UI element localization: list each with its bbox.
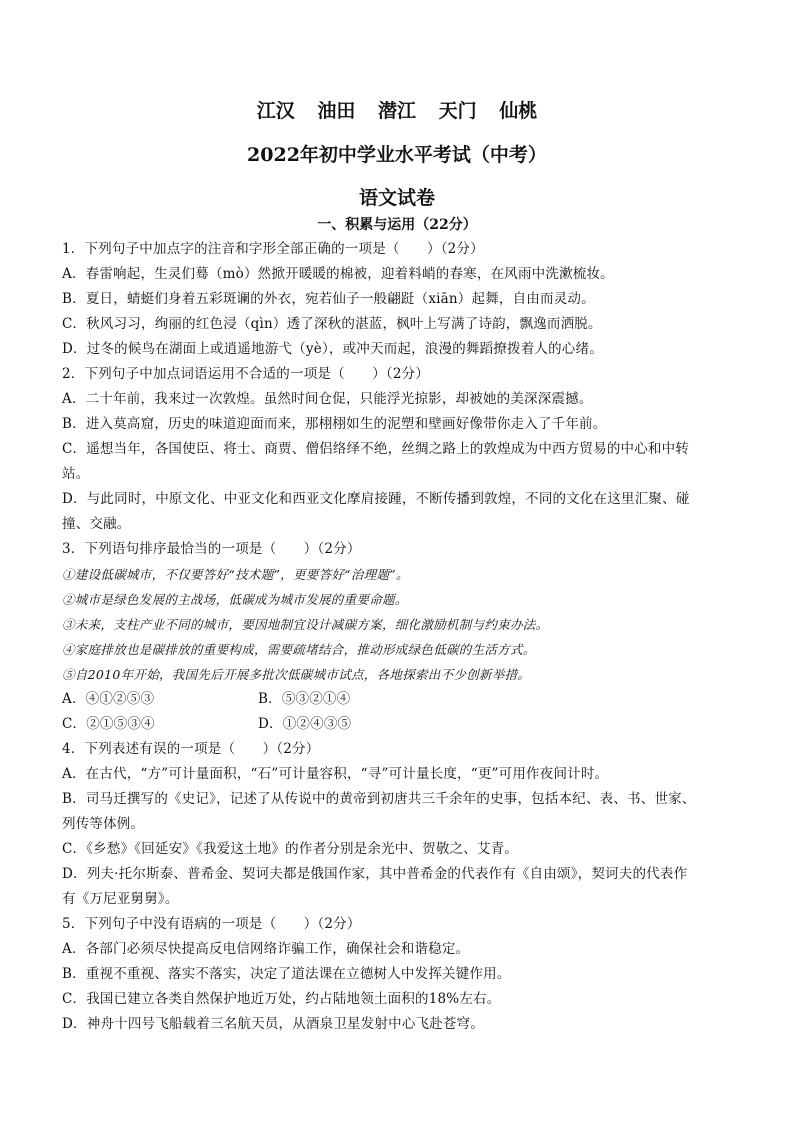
text-line: D．神舟十四号飞船载着三名航天员，从酒泉卫星发射中心飞赴苍穹。: [62, 1016, 485, 1032]
cities-title: [0, 96, 794, 123]
city-name: 仙桃: [499, 100, 538, 122]
option-d: D．①②④③⑤: [258, 716, 352, 732]
text-line: 有《万尼亚舅舅》。: [62, 891, 179, 907]
option-c: C．②①⑤③④: [62, 716, 155, 732]
city-name: 天门: [438, 100, 477, 122]
text-line: B．夏日，蜻蜓们身着五彩斑谰的外衣，宛若仙子一般翩跹（xiān）起舞，自由而灵动。: [62, 291, 595, 307]
text-line: B．重视不重视、落实不落实，决定了道法课在立德树人中发挥关键作用。: [62, 966, 511, 982]
q3-sentence: ①建设低碳城市，不仅要答好“技术题”，更要答好“治理题”。: [62, 567, 409, 582]
q3-sentence: ④家庭排放也是碳排放的重要构成，需要疏堵结合，推动形成绿色低碳的生活方式。: [62, 642, 536, 657]
option-a: A．④①②⑤③: [62, 691, 155, 707]
text-line: B．进入莫高窟，历史的味道迎面而来，那栩栩如生的泥塑和壁画好像带你走入了千年前。: [62, 416, 607, 432]
text-line: 3．下列语句排序最恰当的一项是（ ）（2分）: [62, 541, 361, 557]
text-line: D．与此同时，中原文化、中亚文化和西亚文化摩肩接踵，不断传播到敦煌，不同的文化在这里汇聚、碰: [62, 491, 690, 507]
text-line: 2．下列句子中加点词语运用不合适的一项是（ ）（2分）: [62, 366, 430, 382]
text-line: C．遥想当年，各国使臣、将士、商贾、僧侣络绎不绝，丝绸之路上的敦煌成为中西方贸易的中心和中转: [62, 441, 690, 457]
question-body: [62, 237, 732, 1037]
q3-sentence: ②城市是绿色发展的主战场，低碳成为城市发展的重要命题。: [62, 592, 408, 607]
city-name: 潜江: [377, 100, 416, 122]
text-line: C．秋风习习，绚丽的红色浸（qìn）透了深秋的湛蓝，枫叶上写满了诗韵，飘逸而洒脱。: [62, 316, 602, 332]
paper-title: 语文试卷: [358, 187, 435, 209]
text-line: 站。: [62, 466, 90, 482]
text-line: A．在古代，“方”可计量面积，“石”可计量容积，“寻”可计量长度，“更”可用作夜间计时。: [62, 766, 609, 782]
text-line: A．春雷响起，生灵们蓦（mò）然掀开暖暖的棉被，迎着料峭的春寒，在风雨中洗漱梳妆。: [62, 266, 614, 282]
text-line: 4．下列表述有误的一项是（ ）（2分）: [62, 741, 320, 757]
q3-sentence: ③未来，支柱产业不同的城市，要因地制宜设计减碳方案，细化激励机制与约束办法。: [62, 617, 549, 632]
city-name: 油田: [317, 100, 356, 122]
text-line: B．司马迁撰写的《史记》，记述了从传说中的黄帝到初唐共三千余年的史事，包括本纪、表、书、世家、: [62, 791, 696, 807]
text-line: D．过冬的候鸟在湖面上或逍遥地游弋（yè），或冲天而起，浪漫的舞蹈撩拨着人的心绪。: [62, 341, 603, 357]
text-line: A．各部门必须尽快提高反电信网络诈骗工作，确保社会和谐稳定。: [62, 941, 470, 957]
text-line: 撞、交融。: [62, 516, 131, 532]
option-b: B．⑤③②①④: [258, 691, 351, 707]
q3-options-row: [62, 712, 732, 737]
text-line: C．我国已建立各类自然保护地近万处，约占陆地领土面积的18%左右。: [62, 991, 501, 1007]
city-name: 江汉: [256, 100, 295, 122]
q3-sentence: ⑤自2010年开始，我国先后开展多批次低碳城市试点，各地探索出不少创新举措。: [62, 667, 531, 682]
text-line: C．《乡愁》《回延安》《我爱这土地》的作者分别是余光中、贺敬之、艾青。: [62, 841, 519, 857]
q3-options-row: [62, 687, 732, 712]
text-line: A．二十年前，我来过一次敦煌。虽然时间仓促，只能浮光掠影，却被她的美深深震撼。: [62, 391, 593, 407]
text-line: 1．下列句子中加点字的注音和字形全部正确的一项是（ ）（2分）: [62, 241, 484, 257]
text-line: D．列夫·托尔斯泰、普希金、契诃夫都是俄国作家，其中普希金的代表作有《自由颂》，契诃夫的代表作: [62, 866, 688, 882]
text-line: 5．下列句子中没有语病的一项是（ ）（2分）: [62, 916, 361, 932]
section-heading: 一、积累与运用（22分）: [317, 217, 477, 233]
exam-title: 2022年初中学业水平考试（中考）: [247, 144, 547, 166]
text-line: 列传等体例。: [62, 816, 145, 832]
